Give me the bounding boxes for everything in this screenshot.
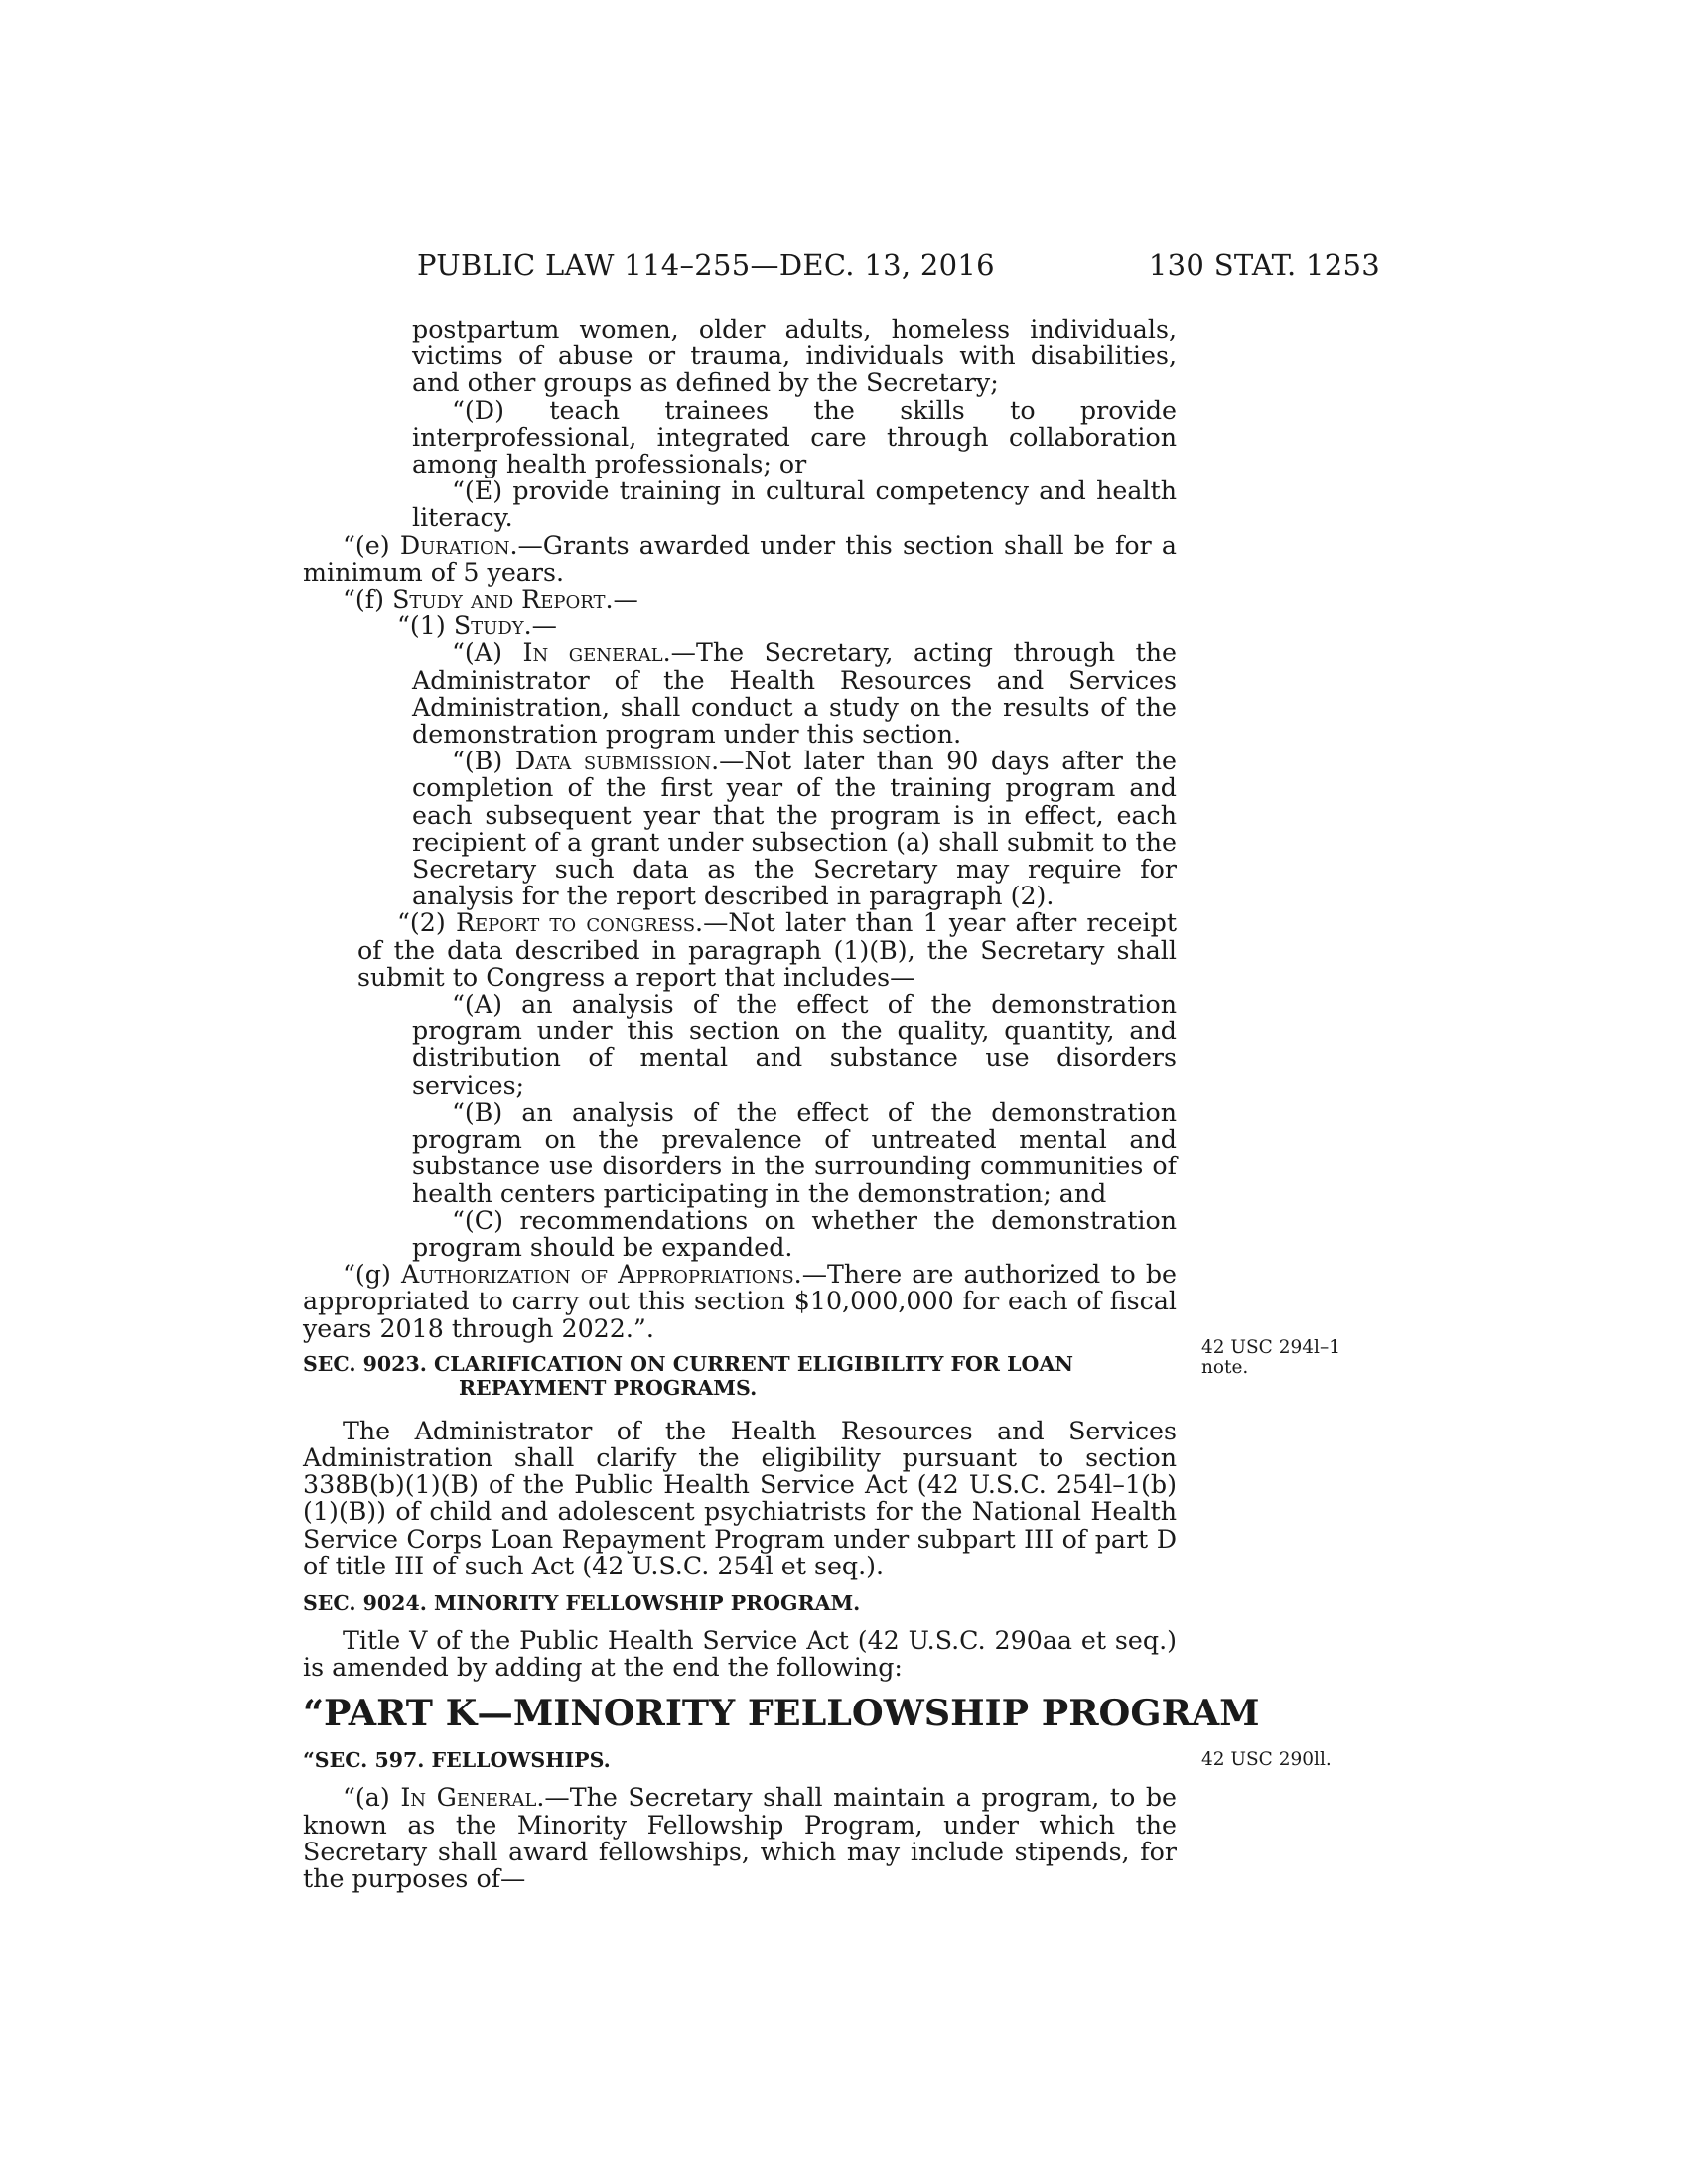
subsection-f-heading: Study and Report: [392, 585, 606, 614]
subsection-f: “(f) Study and Report.—: [343, 585, 638, 614]
main-text-column: [303, 315, 1260, 1893]
subparagraph-E: “(E) provide training in cultural competency and health literacy.: [412, 477, 1177, 533]
subparagraph-f1B: “(B) Data submission.—Not later than 90 days after the completion of the first year of the training program and each subsequent year that the program is in effect, each recipient of a grant under subsection (a) shall submit to the Secretary such data as the Secretary may require for analysis for the report described in paragraph (2).: [412, 747, 1177, 911]
running-header-page-number: 130 STAT. 1253: [1148, 248, 1380, 282]
section-9023-heading: SEC. 9023. CLARIFICATION ON CURRENT ELIGIBILITY FOR LOAN REPAYMENT PROGRAMS.: [303, 1351, 1073, 1400]
subsection-e-heading: Duration: [399, 530, 510, 560]
part-k-title: “PART K—MINORITY FELLOWSHIP PROGRAM: [303, 1692, 1260, 1735]
margin-note-usc-290ll: 42 USC 290ll.: [1201, 1749, 1332, 1770]
subparagraph-f1B-heading: Data submission: [514, 747, 712, 776]
continued-paragraph: postpartum women, older adults, homeless individuals, victims of abuse or trauma, individuals with disabilities, and other groups as defined by the Secretary;: [412, 315, 1177, 398]
section-9024-text: Title V of the Public Health Service Act (42 U.S.C. 290aa et seq.) is amended by adding at the end the following:: [303, 1625, 1177, 1683]
subparagraph-f1A-heading: In general: [522, 638, 663, 668]
subsection-g: “(g) Authorization of Appropriations.—There are authorized to be appropriated to carry out this section $10,000,000 for each of fiscal years 2018 through 2022.”.: [303, 1260, 1177, 1343]
section-597-subsection-a: “(a) In General.—The Secretary shall maintain a program, to be known as the Minority Fellowship Program, under which the Secretary shall award fellowships, which may include stipends, for the purposes of—: [303, 1783, 1178, 1893]
subparagraph-D: “(D) teach trainees the skills to provide interprofessional, integrated care through collaboration among health professionals; or: [412, 395, 1177, 479]
section-9023-text: The Administrator of the Health Resources and Services Administration shall clarify the eligibility pursuant to section 338B(b)(1)(B) of the Public Health Service Act (42 U.S.C. 254l–1(b)(1)(B)) of child and adolescent psychiatrists for the National Health Service Corps Loan Repayment Program under subpart III of part D of title III of such Act (42 U.S.C. 254l et seq.).: [303, 1416, 1177, 1580]
paragraph-f2-heading: Report to congress: [455, 908, 696, 938]
subparagraph-f2B: “(B) an analysis of the effect of the demonstration program on the prevalence of untreated mental and substance use disorders in the surrounding communities of health centers participating in the demonstration; and: [412, 1097, 1177, 1208]
margin-note-usc-294l-1: 42 USC 294l–1 note.: [1201, 1337, 1340, 1378]
paragraph-f1-heading: Study: [453, 612, 524, 641]
section-9024-heading: SEC. 9024. MINORITY FELLOWSHIP PROGRAM.: [303, 1590, 861, 1615]
subparagraph-f2C: “(C) recommendations on whether the demonstration program should be expanded.: [412, 1205, 1177, 1262]
running-header-title: PUBLIC LAW 114–255—DEC. 13, 2016: [417, 248, 995, 282]
paragraph-f2: “(2) Report to congress.—Not later than 1 year after receipt of the data described in paragraph (1)(B), the Secretary shall submit to Congress a report that includes—: [357, 908, 1177, 992]
subsection-a-heading: In General: [400, 1783, 537, 1813]
subparagraph-f1A: “(A) In general.—The Secretary, acting through the Administrator of the Health Resources and Services Administration, shall conduct a study on the results of the demonstration program under this section.: [412, 638, 1177, 750]
section-597-heading: “SEC. 597. FELLOWSHIPS.: [303, 1748, 611, 1773]
subsection-g-heading: Authorization of Appropriations: [400, 1260, 794, 1290]
subsection-e: “(e) Duration.—Grants awarded under this section shall be for a minimum of 5 years.: [303, 530, 1177, 587]
paragraph-f1: “(1) Study.—: [397, 612, 557, 641]
subparagraph-f2A: “(A) an analysis of the effect of the demonstration program under this section on the quality, quantity, and distribution of mental and substance use disorders services;: [412, 990, 1177, 1100]
